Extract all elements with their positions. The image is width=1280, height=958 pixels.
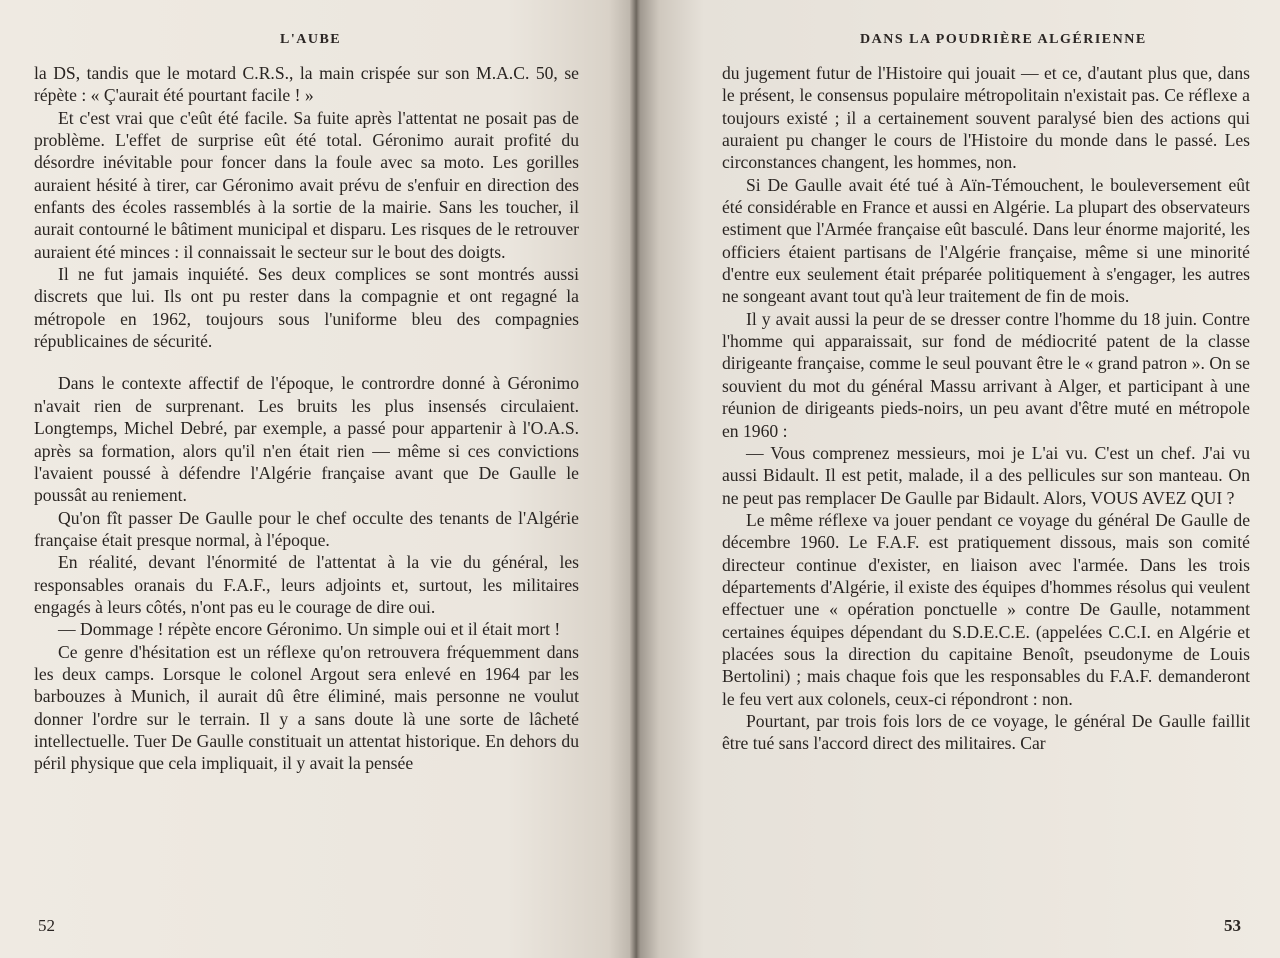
running-head: L'AUBE: [280, 32, 342, 47]
paragraph: Pourtant, par trois fois lors de ce voyage, le général De Gaulle faillit être tué sans l'accord direct des militaires. Car: [722, 710, 1250, 754]
page-body: [722, 62, 1250, 755]
paragraph: Et c'est vrai que c'eût été facile. Sa fuite après l'attentat ne posait pas de problème. L'effet de surprise eût été total. Géronimo aurait profité du désordre inévitable pour foncer dans la foule avec sa moto. Les gorilles auraient hésité à tirer, car Géronimo avait prévu de s'enfuir en direction des enfants des écoles rassemblés à la sortie de la mairie. Sans les toucher, il aurait contourné le bâtiment municipal et disparu. Les risques de le retrouver auraient été minces : il connaissait le secteur sur le bout des doigts.: [34, 107, 579, 262]
paragraph: Ce genre d'hésitation est un réflexe qu'on retrouvera fréquemment dans les deux camps. Lorsque le colonel Argout sera enlevé en 1964 par les barbouzes à Munich, il aurait dû être éliminé, mais personne ne voulut donner l'ordre sur le terrain. Il y a sans doute là une sorte de lâcheté intellectuelle. Tuer De Gaulle constituait un attentat historique. En dehors du péril physique que cela impliquait, il y avait la pensée: [34, 641, 579, 774]
paragraph: — Dommage ! répète encore Géronimo. Un simple oui et il était mort !: [58, 619, 561, 640]
paragraph: Il ne fut jamais inquiété. Ses deux complices se sont montrés aussi discrets que lui. Ils ont pu rester dans la compagnie et ont regagné la métropole en 1962, toujours sous l'uniforme bleu des compagnies républicaines de sécurité.: [34, 264, 579, 352]
paragraph: Le même réflexe va jouer pendant ce voyage du général De Gaulle de décembre 1960. Le F.A.F. est pratiquement dissous, mais son comité directeur continue d'exister, en liaison avec l'armée. Dans les trois départements d'Algérie, il existe des équipes d'hommes résolus qui veulent effectuer une « opération ponctuelle » contre De Gaulle, notamment certaines équipes dépendant du S.D.E.C.E. (appelées C.C.I. en Algérie et placées sous la direction du capitaine Benoît, pseudonyme de Louis Bertolini) ; mais chaque fois que les responsables du F.A.F. demanderont le feu vert aux colonels, ceux-ci répondront : non.: [722, 509, 1250, 709]
page-number: 53: [1224, 916, 1241, 935]
page-body: [34, 62, 579, 775]
paragraph: du jugement futur de l'Histoire qui jouait — et ce, d'autant plus que, dans le présent, le consensus populaire métropolitain n'existait pas. Ce réflexe a toujours existé ; il a certainement souvent paralysé bien des actions qui auraient pu changer le cours de l'Histoire du monde dans le passé. Les circonstances changent, les hommes, non.: [722, 63, 1250, 173]
paragraph: la DS, tandis que le motard C.R.S., la main crispée sur son M.A.C. 50, se répète : « Ç'aurait été pourtant facile ! »: [34, 63, 579, 106]
paragraph: Il y avait aussi la peur de se dresser contre l'homme du 18 juin. Contre l'homme qui apparaissait, sur fond de médiocrité patent de la classe dirigeante française, comme le seul pouvant être le « grand patron ». On se souvient du mot du général Massu arrivant à Alger, et participant à une réunion de dirigeants pieds-noirs, un peu avant d'être muté en métropole en 1960 :: [722, 308, 1250, 441]
left-page: [0, 0, 634, 958]
paragraph: Si De Gaulle avait été tué à Aïn-Témouchent, le bouleversement eût été considérable en France et aussi en Algérie. La plupart des observateurs estiment que l'Armée française eût basculé. Dans leur énorme majorité, les officiers étaient partisans de l'Algérie française, même si une minorité d'entre eux seulement était préparée politiquement à s'engager, les autres ne songeant avant tout qu'à leur traitement de fin de mois.: [722, 174, 1250, 307]
paragraph: En réalité, devant l'énormité de l'attentat à la vie du général, les responsables oranais du F.A.F., leurs adjoints et, surtout, les militaires engagés à leurs côtés, n'ont pas eu le courage de dire oui.: [34, 552, 579, 617]
right-page: [640, 0, 1280, 958]
paragraph: Qu'on fît passer De Gaulle pour le chef occulte des tenants de l'Algérie française était presque normal, à l'époque.: [34, 507, 579, 550]
paragraph: Dans le contexte affectif de l'époque, le contrordre donné à Géronimo n'avait rien de surprenant. Les bruits les plus insensés circulaient. Longtemps, Michel Debré, par exemple, a passé pour appartenir à l'O.A.S. après sa formation, alors qu'il n'en était rien — même si ces convictions l'avaient poussé à défendre l'Algérie française avant que De Gaulle le poussât au reniement.: [34, 373, 579, 506]
running-head: DANS LA POUDRIÈRE ALGÉRIENNE: [860, 32, 1147, 47]
paragraph: — Vous comprenez messieurs, moi je L'ai vu. C'est un chef. J'ai vu aussi Bidault. Il est petit, malade, il a des pellicules sur son manteau. On ne peut pas remplacer De Gaulle par Bidault. Alors, VOUS AVEZ QUI ?: [722, 442, 1250, 508]
page-number: 52: [38, 916, 55, 935]
